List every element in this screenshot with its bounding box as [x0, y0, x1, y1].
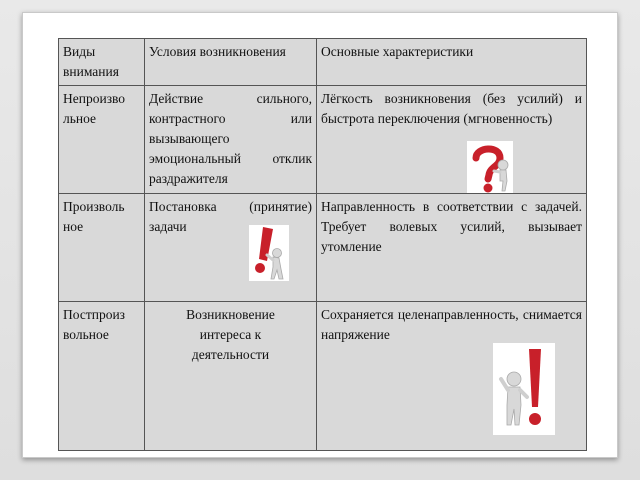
table-row [59, 194, 587, 302]
row-conditions [145, 194, 317, 302]
header-row [59, 39, 587, 86]
exclamation-stand-figure-icon [493, 343, 555, 435]
header-types: Виды внимания [59, 39, 145, 86]
table-row [59, 302, 587, 451]
row-characteristics-text: Лёгкость возникновения (без усилий) и быстрота переключения (мгновенность) [321, 91, 582, 126]
row-conditions: Возникновение интереса к деятельности [145, 302, 317, 451]
exclamation-push-figure-icon [249, 225, 289, 281]
slide [22, 12, 618, 458]
row-type: Произволь ное [59, 194, 145, 302]
row-characteristics [317, 302, 587, 451]
row-characteristics: Направленность в соответствии с задачей. Требует волевых усилий, вызывает утомление [317, 194, 587, 302]
row-conditions-text: Постановка (принятие) задачи [149, 199, 312, 234]
row-type: Непроизво льное [59, 86, 145, 194]
row-type: Постпроиз вольное [59, 302, 145, 451]
row-conditions: Действие сильного, контрастного или вызывающего эмоциональный отклик раздражителя [145, 86, 317, 194]
attention-types-table [58, 38, 587, 451]
header-characteristics: Основные характеристики [317, 39, 587, 86]
header-conditions: Условия возникновения [145, 39, 317, 86]
question-figure-icon [467, 141, 513, 193]
table-row [59, 86, 587, 194]
row-characteristics-text: Сохраняется целенаправленность, снимается напряжение [321, 307, 582, 342]
row-characteristics [317, 86, 587, 194]
